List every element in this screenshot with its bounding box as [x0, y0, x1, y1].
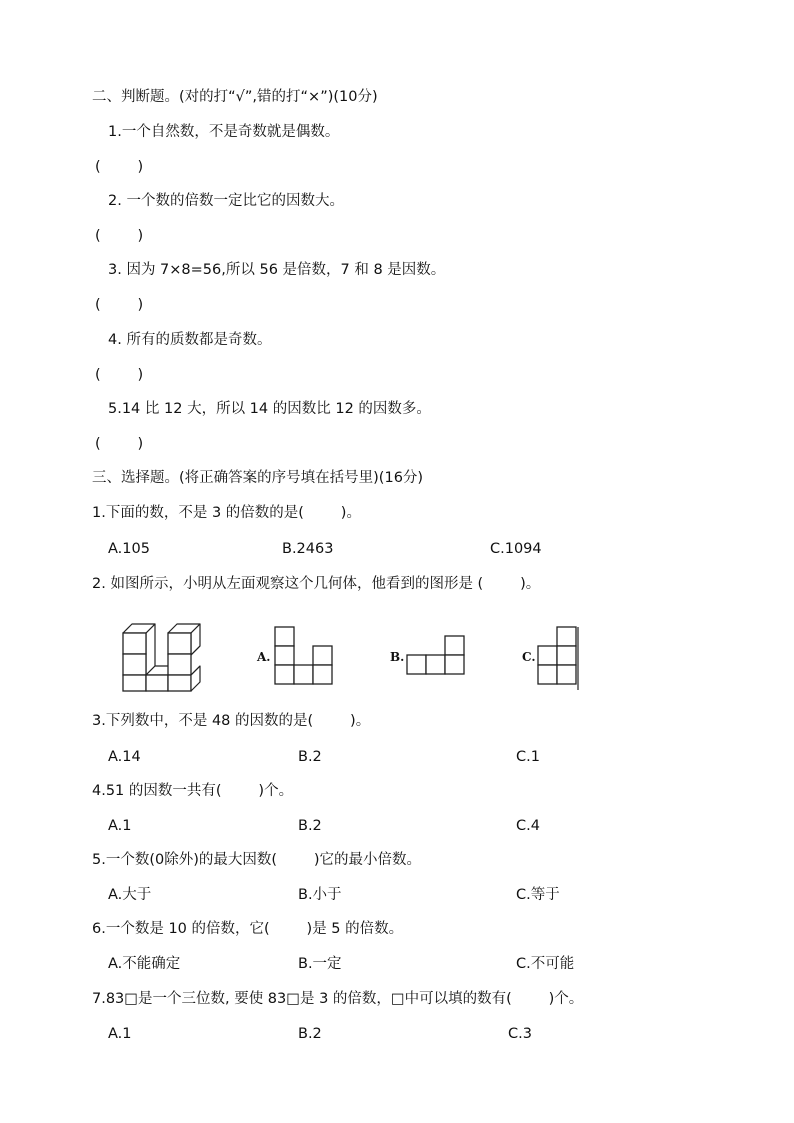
q4-option-c[interactable]: C.4 [516, 818, 540, 834]
figure-label-b[interactable]: B. [390, 650, 405, 664]
option-a-figure[interactable] [274, 626, 336, 688]
option-c-figure[interactable] [537, 626, 583, 692]
answer-blank-5[interactable]: ( ) [95, 436, 144, 452]
q6-option-b[interactable]: B.一定 [298, 956, 342, 972]
q5-option-b[interactable]: B.小于 [298, 887, 342, 903]
figure-label-a[interactable]: A. [257, 650, 271, 664]
question-1: 1.下面的数，不是 3 的倍数的是( )。 [92, 505, 361, 521]
q6-option-c[interactable]: C.不可能 [516, 956, 575, 972]
q7-option-b[interactable]: B.2 [298, 1026, 322, 1042]
answer-blank-1[interactable]: ( ) [95, 159, 144, 175]
q7-option-c[interactable]: C.3 [508, 1026, 532, 1042]
section2-title: 二、判断题。(对的打“√”,错的打“×”)(10分) [92, 89, 378, 105]
judge-item-5: 5.14 比 12 大，所以 14 的因数比 12 的因数多。 [108, 401, 431, 417]
q6-option-a[interactable]: A.不能确定 [108, 956, 181, 972]
question-5: 5.一个数(0除外)的最大因数( )它的最小倍数。 [92, 852, 422, 868]
judge-item-3: 3. 因为 7×8=56,所以 56 是倍数，7 和 8 是因数。 [108, 262, 446, 278]
figure-label-c[interactable]: C. [522, 650, 536, 664]
judge-item-4: 4. 所有的质数都是奇数。 [108, 332, 272, 348]
answer-blank-3[interactable]: ( ) [95, 297, 144, 313]
section3-title: 三、选择题。(将正确答案的序号填在括号里)(16分) [92, 470, 424, 486]
question-7: 7.83□是一个三位数, 要使 83□是 3 的倍数，□中可以填的数有( )个。 [92, 991, 584, 1007]
judge-item-1: 1.一个自然数，不是奇数就是偶数。 [108, 124, 340, 140]
question-6: 6.一个数是 10 的倍数，它( )是 5 的倍数。 [92, 921, 404, 937]
judge-item-2: 2. 一个数的倍数一定比它的因数大。 [108, 193, 344, 209]
q3-option-a[interactable]: A.14 [108, 749, 141, 765]
q3-option-c[interactable]: C.1 [516, 749, 540, 765]
q1-option-b[interactable]: B.2463 [282, 541, 334, 557]
q4-option-b[interactable]: B.2 [298, 818, 322, 834]
q4-option-a[interactable]: A.1 [108, 818, 132, 834]
q1-option-a[interactable]: A.105 [108, 541, 150, 557]
q7-option-a[interactable]: A.1 [108, 1026, 132, 1042]
q3-option-b[interactable]: B.2 [298, 749, 322, 765]
question-4: 4.51 的因数一共有( )个。 [92, 783, 294, 799]
q5-option-c[interactable]: C.等于 [516, 887, 560, 903]
answer-blank-2[interactable]: ( ) [95, 228, 144, 244]
q5-option-a[interactable]: A.大于 [108, 887, 152, 903]
q1-option-c[interactable]: C.1094 [490, 541, 542, 557]
question-3: 3.下列数中，不是 48 的因数的是( )。 [92, 713, 371, 729]
cube-solid-figure [118, 620, 208, 692]
question-2: 2. 如图所示，小明从左面观察这个几何体，他看到的图形是 ( )。 [92, 576, 541, 592]
option-b-figure[interactable] [406, 635, 468, 679]
answer-blank-4[interactable]: ( ) [95, 367, 144, 383]
